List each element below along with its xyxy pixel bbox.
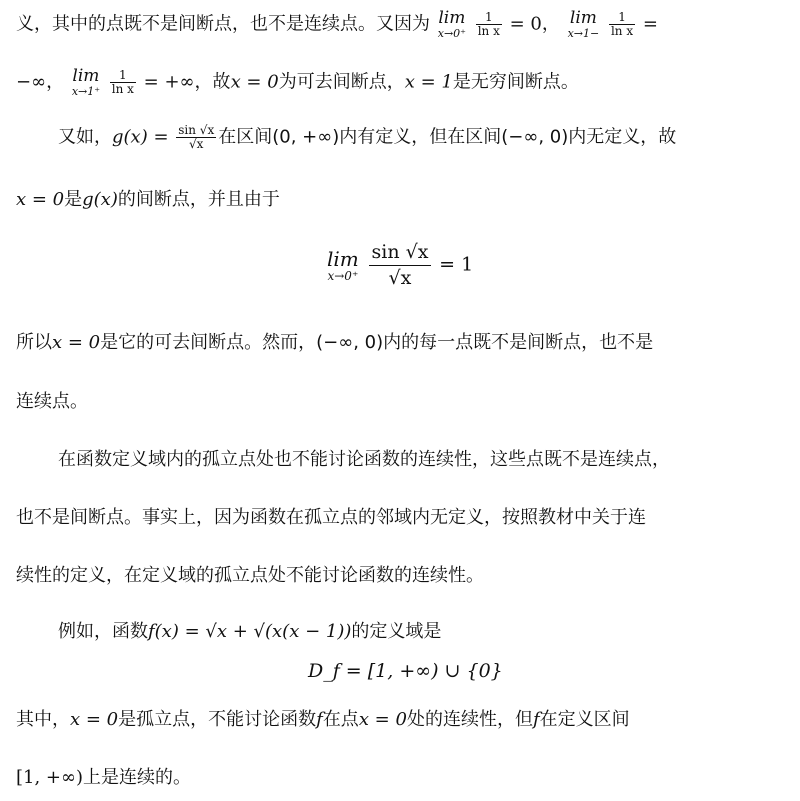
text-line-2 — [16, 68, 579, 97]
text: 是孤立点，不能讨论函数 — [118, 709, 317, 730]
text-line-5 — [16, 330, 653, 356]
math: −∞， — [16, 71, 65, 93]
text: 是 — [64, 189, 83, 210]
limit: lim x→0⁺ — [437, 8, 466, 40]
equation-1 — [325, 240, 473, 291]
math: x = 0 — [70, 709, 119, 730]
text: 的间断点，并且由于 — [117, 189, 280, 210]
math: [1, +∞) — [16, 767, 84, 788]
math: = +∞，故 — [143, 71, 231, 93]
text: 例如，函数 — [58, 621, 148, 642]
limit: lim x→0⁺ — [327, 246, 359, 283]
text-line-9 — [16, 563, 484, 589]
text-line-1 — [16, 10, 658, 39]
text: 处的连续性，但 — [406, 709, 533, 730]
text-line-12 — [16, 765, 191, 791]
math: D_f = [1, +∞) ∪ {0} — [308, 660, 503, 682]
text: 在区间(0, +∞)内有定义，但在区间(−∞, 0)内无定义，故 — [218, 126, 677, 148]
math: f — [532, 709, 540, 730]
limit: lim x→1− — [567, 8, 600, 40]
text: 其中， — [16, 709, 70, 730]
text: 在定义区间 — [539, 709, 630, 730]
text: 在点 — [322, 709, 359, 730]
text: 上是连续的。 — [83, 767, 192, 788]
math: g(x) — [82, 189, 118, 210]
text: 也不是间断点。事实上，因为函数在孤立点的邻域内无定义，按照教材中关于连 — [16, 507, 646, 528]
math: = 1 — [439, 253, 474, 276]
limit: lim x→1⁺ — [71, 66, 101, 98]
equation-2 — [308, 660, 503, 682]
text: 是它的可去间断点。然而，(−∞, 0)内的每一点既不是间断点，也不是 — [100, 332, 654, 353]
math: = — [642, 13, 658, 35]
text: 在函数定义域内的孤立点处也不能讨论函数的连续性，这些点既不是连续点， — [58, 449, 670, 470]
text-line-7 — [58, 447, 670, 473]
text-line-3 — [58, 124, 676, 151]
math: x = 0 — [358, 709, 407, 730]
math: x = 0 — [52, 332, 101, 353]
text-line-11 — [16, 707, 630, 733]
text: 义，其中的点既不是间断点，也不是连续点。又因为 — [16, 13, 430, 35]
text: 续性的定义，在定义域的孤立点处不能讨论函数的连续性。 — [16, 565, 484, 586]
fraction: $\frac{\sin √x}{√x}$ — [369, 240, 432, 291]
text: 是无穷间断点。 — [452, 71, 579, 93]
fraction: $\frac{\sin √x}{√x}$ — [178, 123, 215, 152]
math: x = 0 — [16, 189, 65, 210]
text-line-10 — [58, 619, 441, 645]
text-line-8 — [16, 505, 646, 531]
math: f(x) = √x + √(x(x − 1)) — [148, 621, 352, 642]
math: g(x) = — [112, 126, 169, 148]
text: 又如， — [58, 126, 112, 148]
math: x = 0 — [230, 71, 279, 93]
fraction: $\frac{1}{\text{ln x}}$ — [111, 67, 134, 96]
text: 所以 — [16, 332, 52, 353]
text-line-6 — [16, 389, 88, 415]
text: 的定义域是 — [351, 621, 442, 642]
fraction: $\frac{1}{\text{ln x}}$ — [610, 9, 634, 38]
text-line-4 — [16, 187, 280, 213]
math: x = 1 — [404, 71, 453, 93]
text: 连续点。 — [16, 391, 88, 412]
math: = 0， — [509, 13, 560, 35]
text: 为可去间断点， — [278, 71, 405, 93]
fraction: $\frac{1}{\text{ln x}}$ — [477, 9, 500, 38]
math: f — [316, 709, 323, 730]
